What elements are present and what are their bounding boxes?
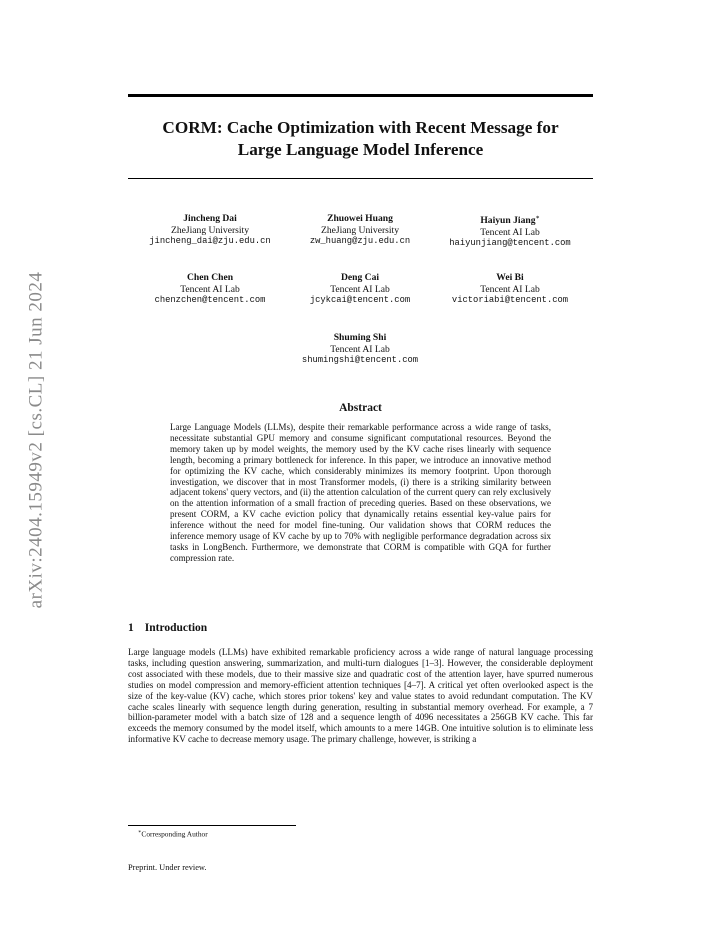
author-email[interactable]: jincheng_dai@zju.edu.cn [149, 236, 271, 247]
author-block [275, 272, 445, 307]
author-name: Shuming Shi [333, 332, 387, 343]
author-block [425, 213, 595, 250]
author-email[interactable]: zw_huang@zju.edu.cn [309, 236, 411, 247]
section-number: 1 [128, 622, 134, 634]
paper-title-line-2: Large Language Model Inference [237, 140, 484, 159]
author-affiliation: Tencent AI Lab [330, 343, 390, 355]
author-email[interactable]: chenzchen@tencent.com [154, 295, 266, 306]
introduction-text: Large language models (LLMs) have exhibited remarkable proficiency across a wide range of natural language processing tasks, including question answering, summarization, and multi-turn dialogues [1–3]. However, the considerable deployment cost associated with these models, due to their massive size and quadratic cost of the attention layer, have spurred numerous studies on model compression and memory-efficient attention techniques [4–7]. A critical yet often overlooked aspect is the size of the key-value (KV) cache, which stores prior tokens' key and value states to avoid redundant computation. The KV cache scales linearly with sequence length during generation, resulting in substantial memory overhead. For example, a 7 billion-parameter model with a batch size of 128 and a sequence length of 4096 necessitates a 256GB KV cache. This far exceeds the memory consumed by the model itself, which amounts to a mere 14GB. One intuitive solution is to eliminate less informative KV cache to decrease memory usage. The primary challenge, however, is striking a [128, 647, 593, 745]
footnote-text: Corresponding Author [141, 829, 208, 839]
author-email[interactable]: shumingshi@tencent.com [301, 355, 419, 366]
author-name: Jincheng Dai [183, 213, 237, 224]
title-bottom-rule [128, 178, 593, 179]
author-email[interactable]: victoriabi@tencent.com [451, 295, 569, 306]
author-block [275, 332, 445, 367]
author-affiliation: Tencent AI Lab [480, 283, 540, 295]
corresponding-author-mark: ∗ [535, 215, 540, 221]
author-affiliation: Tencent AI Lab [180, 283, 240, 295]
author-affiliation: ZheJiang University [170, 224, 250, 236]
paper-title [128, 117, 593, 161]
title-top-rule [128, 94, 593, 97]
author-block [425, 272, 595, 307]
author-name: Chen Chen [186, 272, 234, 283]
author-name-line [425, 213, 595, 227]
paper-title-line-1: CORM: Cache Optimization with Recent Message for [162, 118, 559, 137]
arxiv-identifier-text: arXiv:2404.15949v2 [cs.CL] 21 Jun 2024 [25, 271, 47, 609]
section-heading [128, 622, 207, 634]
footnote [138, 829, 208, 838]
author-name: Haiyun Jiang [480, 215, 536, 227]
author-affiliation: Tencent AI Lab [480, 226, 540, 238]
author-name: Zhuowei Huang [327, 213, 393, 224]
author-block [125, 213, 295, 248]
author-email[interactable]: haiyunjiang@tencent.com [449, 238, 571, 249]
author-affiliation: ZheJiang University [320, 224, 400, 236]
arxiv-identifier [16, 250, 56, 630]
abstract-text: Large Language Models (LLMs), despite their remarkable performance across a wide range of tasks, necessitate substantial GPU memory and consume significant computational resources. Beyond the memory taken up by model weights, the memory used by the KV cache rises linearly with sequence length, becoming a primary bottleneck for inference. In this paper, we introduce an innovative method for optimizing the KV cache, which considerably minimizes its memory footprint. Upon thorough investigation, we discover that in most Transformer models, (i) there is a striking similarity between adjacent tokens' query vectors, and (ii) the attention calculation of the current query can rely exclusively on the attention information of a small fraction of preceding queries. Based on these observations, we present CORM, a KV cache eviction policy that dynamically retains essential key-value pairs for inference without the need for model fine-tuning. Our validation shows that CORM reduces the inference memory usage of KV cache by up to 70% with negligible performance degradation across six tasks in LongBench. Furthermore, we demonstrate that CORM is compatible with GQA for further compression rate. [170, 422, 551, 563]
author-block [275, 213, 445, 248]
author-email[interactable]: jcykcai@tencent.com [309, 295, 411, 306]
preprint-notice: Preprint. Under review. [128, 863, 207, 872]
author-block [125, 272, 295, 307]
author-affiliation: Tencent AI Lab [330, 283, 390, 295]
footnote-rule [128, 825, 296, 826]
author-name: Deng Cai [340, 272, 380, 283]
abstract-heading: Abstract [339, 402, 382, 414]
footnote-mark: ∗ [138, 830, 142, 835]
author-name: Wei Bi [496, 272, 524, 283]
section-title: Introduction [144, 622, 208, 634]
